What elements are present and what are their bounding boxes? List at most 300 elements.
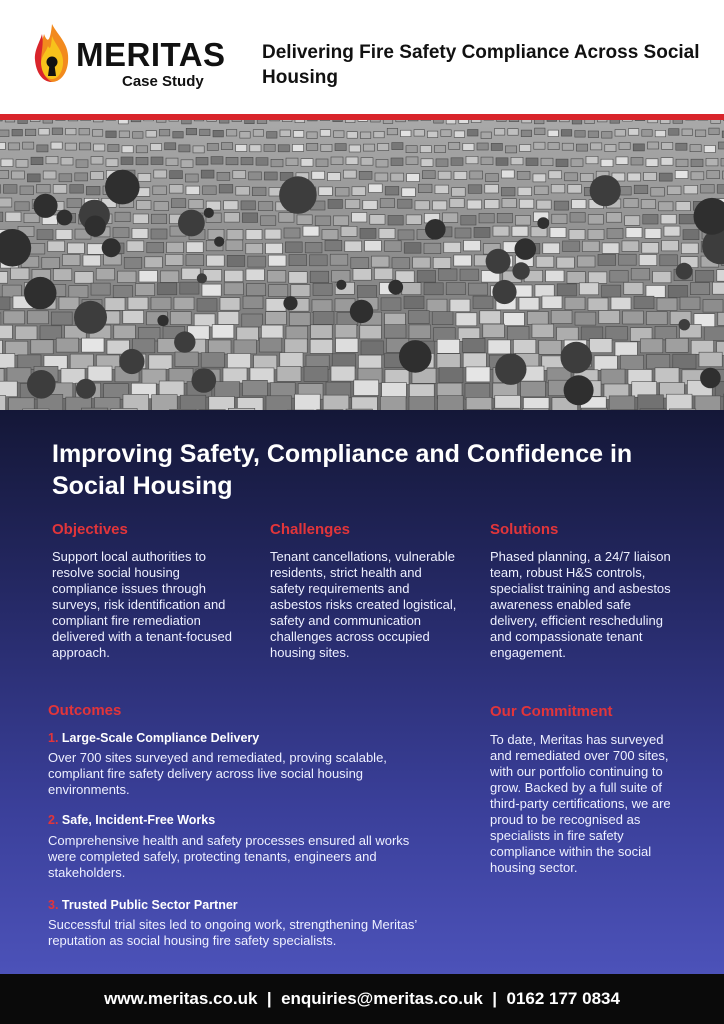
roof [232, 120, 242, 121]
roof [219, 120, 229, 123]
roof [224, 283, 243, 295]
roof [285, 339, 307, 353]
roof [588, 215, 603, 225]
roof [259, 338, 281, 352]
roof [151, 214, 166, 224]
roof [246, 230, 262, 240]
roof [682, 129, 692, 136]
roof [106, 159, 118, 167]
roof [534, 120, 544, 124]
roof [541, 158, 553, 166]
roof [624, 282, 643, 294]
roof [385, 313, 406, 326]
roof [414, 130, 424, 137]
roof [561, 130, 571, 137]
roof [534, 142, 545, 149]
roof [691, 159, 703, 167]
roof [24, 213, 39, 223]
roof [165, 254, 183, 265]
roof [616, 157, 628, 165]
roof [713, 282, 724, 294]
roof [646, 312, 667, 325]
aerial-housing-photo [0, 120, 724, 410]
roof [151, 157, 163, 165]
tree [561, 342, 593, 374]
roof [646, 159, 658, 167]
roof [606, 213, 621, 223]
roof [615, 130, 625, 137]
roof [624, 199, 638, 208]
roof [335, 324, 357, 338]
roof [156, 120, 166, 122]
roof [328, 173, 341, 181]
roof [560, 120, 570, 122]
tree [512, 262, 529, 279]
roof [357, 286, 376, 298]
roof [392, 143, 403, 150]
roof [402, 188, 416, 197]
roof [661, 158, 673, 166]
footer [0, 974, 724, 1024]
roof [421, 120, 431, 121]
roof [598, 254, 616, 265]
roof [343, 170, 356, 178]
roof [360, 325, 382, 339]
roof [432, 201, 446, 210]
roof [398, 199, 412, 208]
roof [501, 187, 515, 196]
roof [75, 272, 93, 284]
roof [246, 284, 265, 296]
roof [1, 159, 13, 167]
roof [481, 157, 493, 165]
tree [283, 296, 297, 310]
tree [700, 368, 721, 389]
roof [108, 145, 119, 152]
roof [454, 255, 472, 266]
roof [527, 312, 548, 325]
roof [39, 129, 49, 136]
roof [200, 129, 210, 136]
roof [406, 215, 421, 225]
roof [659, 173, 672, 181]
roof [291, 285, 310, 297]
roof [718, 142, 724, 149]
roof [585, 120, 595, 124]
roof [550, 228, 566, 238]
roof [418, 184, 432, 193]
roof [25, 129, 35, 136]
roof [0, 381, 17, 397]
roof [435, 185, 449, 194]
roof [113, 228, 129, 238]
roof [313, 311, 334, 324]
roof [266, 299, 286, 312]
roof [170, 312, 191, 325]
roof [212, 325, 234, 339]
roof [611, 297, 631, 310]
roof [194, 120, 204, 121]
roof [147, 242, 164, 253]
tree [76, 379, 96, 399]
roof [388, 216, 403, 226]
roof [234, 340, 256, 354]
roof [523, 398, 549, 410]
roof [243, 380, 268, 396]
roof [491, 143, 502, 150]
roof [201, 353, 224, 368]
roof [375, 173, 388, 181]
roof [307, 143, 318, 150]
outcomes-heading: Outcomes [48, 702, 122, 719]
roof [310, 339, 332, 353]
roof [258, 202, 272, 211]
roof [246, 243, 263, 254]
roof [15, 202, 29, 211]
roof [588, 298, 608, 311]
tree [399, 340, 432, 373]
roof [352, 187, 366, 196]
roof [250, 145, 261, 152]
roof [717, 270, 724, 282]
roof [572, 200, 586, 209]
roof [246, 269, 264, 281]
roof [504, 313, 525, 326]
roof [547, 120, 557, 121]
tree [495, 354, 526, 385]
roof [149, 355, 172, 370]
roof [145, 257, 163, 268]
roof [282, 120, 292, 122]
roof [655, 326, 677, 340]
roof [121, 157, 133, 165]
roof [3, 185, 17, 194]
commitment-text: To date, Meritas has surveyed and remediated over 700 sites, with our portfolio continuing to grow. Backed by a full suite of third-party certifications, we are proud to be recognised as specialists in fire safety compliance within the social housing sector. [490, 732, 671, 875]
roof [681, 243, 698, 254]
roof [249, 172, 262, 180]
roof [470, 171, 483, 179]
roof [623, 311, 644, 324]
tree [537, 217, 549, 229]
tree [192, 368, 217, 393]
roof [0, 396, 6, 411]
roof [626, 228, 642, 238]
tree [27, 370, 56, 399]
roof [88, 366, 112, 381]
roof [459, 120, 469, 123]
roof [536, 256, 554, 267]
roof [565, 173, 578, 181]
roof [363, 200, 377, 209]
roof [59, 297, 79, 310]
roof [704, 146, 715, 153]
roof [647, 142, 658, 149]
roof [27, 174, 40, 182]
roof [576, 144, 587, 151]
tree [174, 331, 195, 352]
roof [133, 132, 143, 139]
roof [0, 340, 2, 354]
tree [178, 210, 205, 237]
roof [345, 199, 359, 208]
roof [409, 325, 431, 339]
roof [96, 268, 114, 280]
roof [69, 286, 88, 298]
roof [186, 255, 204, 266]
roof [464, 240, 481, 251]
roof [83, 255, 101, 266]
roof [316, 159, 328, 167]
tree [157, 315, 168, 326]
roof [292, 144, 303, 151]
roof [166, 158, 178, 166]
roof [28, 311, 49, 324]
roof [642, 243, 659, 254]
roof [369, 184, 383, 193]
roof [597, 120, 607, 122]
roof [565, 297, 585, 310]
roof [186, 242, 203, 253]
roof [67, 199, 81, 208]
roof [305, 242, 322, 253]
roof [494, 129, 504, 136]
roof [79, 128, 89, 135]
roof [124, 257, 142, 268]
roof [353, 269, 371, 281]
roof [481, 132, 491, 139]
roof [227, 354, 250, 369]
tree [486, 249, 511, 274]
roof [406, 157, 418, 165]
roof [268, 255, 286, 266]
roof [467, 200, 481, 209]
roof [533, 174, 546, 182]
roof [135, 284, 154, 296]
roof [507, 326, 529, 340]
roof [606, 327, 628, 341]
roof [387, 128, 397, 135]
roof [641, 200, 655, 209]
roof [266, 312, 287, 325]
roof [552, 214, 567, 224]
roof [277, 366, 301, 381]
roof [659, 202, 673, 211]
roof [619, 254, 637, 265]
roof [451, 158, 463, 166]
roof [444, 242, 461, 253]
roof [62, 255, 80, 266]
roof [119, 120, 129, 124]
roof [0, 297, 10, 310]
roof [422, 171, 435, 179]
roof [91, 283, 110, 295]
roof [563, 241, 580, 252]
roof [253, 130, 263, 137]
roof [12, 129, 22, 136]
roof [383, 120, 393, 123]
roof [517, 171, 530, 179]
roof [577, 256, 595, 267]
tree [33, 194, 57, 218]
roof [146, 131, 156, 138]
roof [220, 298, 240, 311]
roof [466, 367, 490, 382]
roof [602, 243, 619, 254]
roof [335, 188, 349, 197]
roof [668, 285, 687, 297]
roof [439, 269, 457, 281]
roof [360, 132, 370, 139]
roof [335, 144, 346, 151]
roof [601, 159, 613, 167]
tree [676, 263, 693, 280]
roof [619, 142, 630, 149]
roof [2, 285, 21, 297]
roof [226, 157, 238, 165]
roof [379, 229, 395, 239]
roof [662, 142, 673, 149]
footer-contact[interactable]: www.meritas.co.uk | enquiries@meritas.co.uk | 0162 177 0834 [104, 989, 620, 1008]
roof [297, 215, 312, 225]
roof [169, 120, 179, 121]
roof [242, 213, 257, 223]
roof [398, 230, 414, 240]
roof [94, 144, 105, 151]
roof [684, 185, 698, 194]
roof [12, 171, 25, 179]
roof [328, 199, 342, 208]
roof [568, 185, 582, 194]
roof [138, 174, 151, 182]
roof [43, 171, 56, 179]
roof [402, 283, 421, 295]
roof [233, 171, 246, 179]
roof [256, 158, 268, 166]
roof [434, 120, 444, 123]
roof [591, 143, 602, 150]
roof [396, 120, 406, 122]
roof [646, 285, 665, 297]
outcome-2-text: Comprehensive health and safety processes ensured all works were completed safely, protecting tenants, engineers and stakeholders. [48, 833, 410, 880]
roof [427, 299, 447, 312]
roof [16, 160, 28, 168]
roof [118, 271, 136, 283]
roof [56, 338, 78, 352]
roof [280, 353, 303, 368]
roof [660, 120, 670, 124]
roof [427, 131, 437, 138]
roof [479, 213, 494, 223]
roof [643, 215, 658, 225]
roof [23, 142, 34, 149]
roof [196, 157, 208, 165]
content-panel [0, 410, 724, 974]
roof [219, 185, 233, 194]
roof [154, 170, 167, 178]
roof [519, 199, 533, 208]
meritas-logo [32, 22, 226, 96]
roof [661, 214, 676, 224]
roof [224, 201, 238, 210]
roof [242, 314, 263, 327]
roof [480, 311, 501, 324]
roof [546, 270, 564, 282]
roof [711, 120, 721, 123]
tree [57, 210, 73, 226]
roof [0, 325, 12, 339]
challenges-heading: Challenges [270, 521, 351, 538]
roof [384, 325, 406, 339]
roof [87, 244, 104, 255]
roof [284, 228, 300, 238]
roof [680, 297, 700, 310]
outcome-1-text: Over 700 sites surveyed and remediated, proving scalable, compliant fire safety delivery across live social housing environments. [48, 750, 387, 797]
roof [333, 120, 343, 122]
roof [243, 296, 263, 309]
roof [620, 355, 643, 370]
roof [4, 311, 25, 324]
roof [93, 120, 103, 122]
roof [320, 130, 330, 137]
roof [358, 355, 381, 370]
roof [638, 395, 664, 410]
roof [673, 120, 683, 123]
roof [572, 120, 582, 124]
objectives-heading: Objectives [52, 521, 128, 538]
roof [676, 202, 690, 211]
roof [207, 120, 217, 121]
roof [37, 230, 53, 240]
roof [180, 395, 206, 410]
roof [31, 340, 53, 354]
roof [382, 383, 407, 399]
roof [424, 243, 441, 254]
roof [579, 283, 598, 295]
roof [301, 159, 313, 167]
roof [197, 299, 217, 312]
roof [601, 369, 625, 384]
roof [392, 258, 410, 269]
roof [144, 120, 154, 121]
roof [169, 185, 183, 194]
roof [347, 132, 357, 139]
roof [307, 132, 317, 139]
roof [361, 341, 383, 355]
roof [330, 254, 348, 265]
roof [160, 271, 178, 283]
roof [569, 230, 585, 240]
roof [450, 199, 464, 208]
roof [346, 157, 358, 165]
roof [539, 340, 561, 354]
tree [590, 175, 621, 206]
roof [65, 143, 76, 150]
roof [580, 173, 593, 181]
roof [51, 142, 62, 149]
roof [535, 128, 545, 135]
roof [295, 394, 321, 410]
roof [485, 185, 499, 194]
roof [323, 395, 349, 410]
roof [295, 120, 305, 123]
roof [150, 144, 161, 151]
roof [211, 157, 223, 165]
roof [311, 325, 333, 339]
roof [30, 120, 40, 122]
roof [676, 159, 688, 167]
roof [690, 283, 709, 295]
roof [131, 120, 141, 122]
